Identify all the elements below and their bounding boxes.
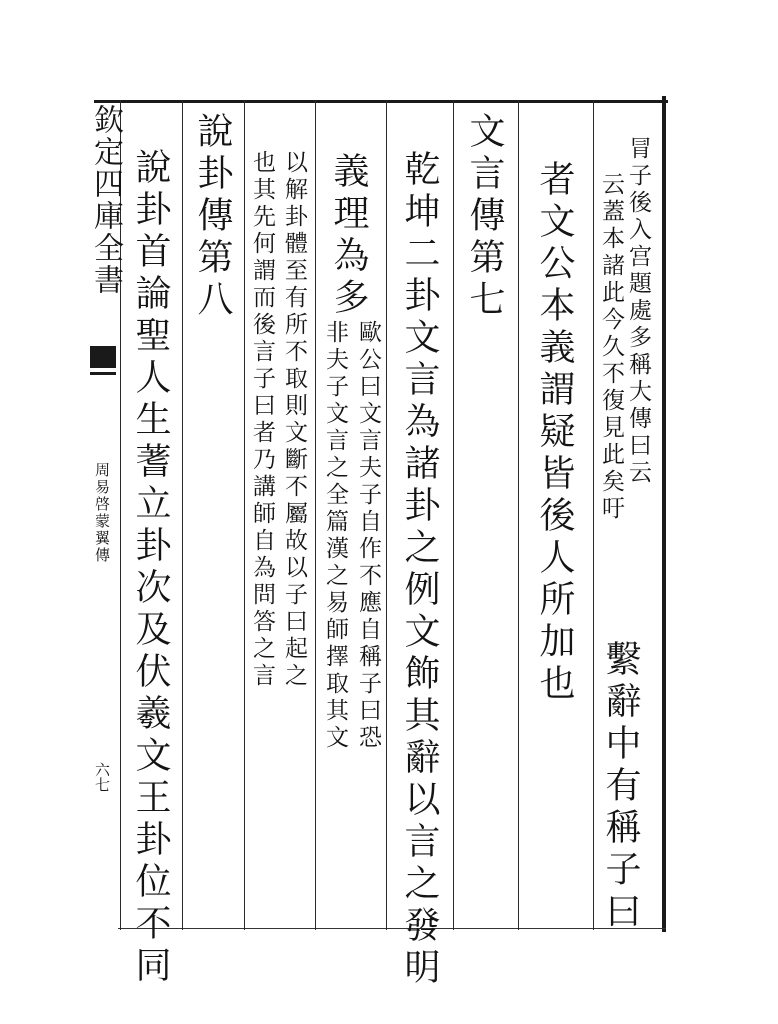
column-rule [593, 100, 594, 930]
main-text-column: 義理為多 [328, 152, 369, 320]
book-title: 欽定四庫全書 [88, 104, 123, 296]
section-heading: 說卦傳第八 [192, 112, 233, 322]
frame-top-border [94, 100, 668, 103]
fish-tail-ornament [90, 346, 116, 368]
main-text-column: 繫辭中有稱子曰 [600, 640, 641, 934]
annotation-line: 非夫子文言之全篇漢之易師擇取其文 [322, 320, 348, 752]
main-text-column: 乾坤二卦文言為諸卦之例文飾其辭以言之發明 [399, 150, 440, 990]
column-rule [244, 100, 245, 930]
column-rule [453, 100, 454, 930]
annotation-line: 也其先何謂而後言子曰者乃講師自為問答之言 [249, 150, 275, 690]
column-rule [386, 100, 387, 930]
frame-right-border [662, 96, 666, 932]
annotation-line: 歐公曰文言夫子自作不應自稱子曰恐 [355, 320, 381, 752]
annotation-line: 以解卦體至有所不取則文斷不屬故以子曰起之 [281, 150, 307, 690]
frame-bottom-border [118, 928, 666, 929]
column-rule [518, 100, 519, 930]
column-rule [315, 100, 316, 930]
annotation-line: 云蓋本諸此今久不復見此矣吁 [598, 172, 624, 523]
fish-tail-ornament-line [90, 372, 116, 375]
annotation-line: 冐子後入宫題處多稱大傳曰云 [625, 136, 651, 487]
column-rule [182, 100, 183, 930]
main-text-column: 說卦首論聖人生蓍立卦次及伏羲文王卦位不同 [130, 148, 171, 988]
main-text-column: 者文公本義謂疑皆後人所加也 [534, 160, 575, 706]
section-heading: 文言傳第七 [464, 112, 505, 322]
book-subtitle: 周易啓蒙翼傳 [93, 462, 111, 564]
page-number: 六七 [93, 762, 111, 792]
